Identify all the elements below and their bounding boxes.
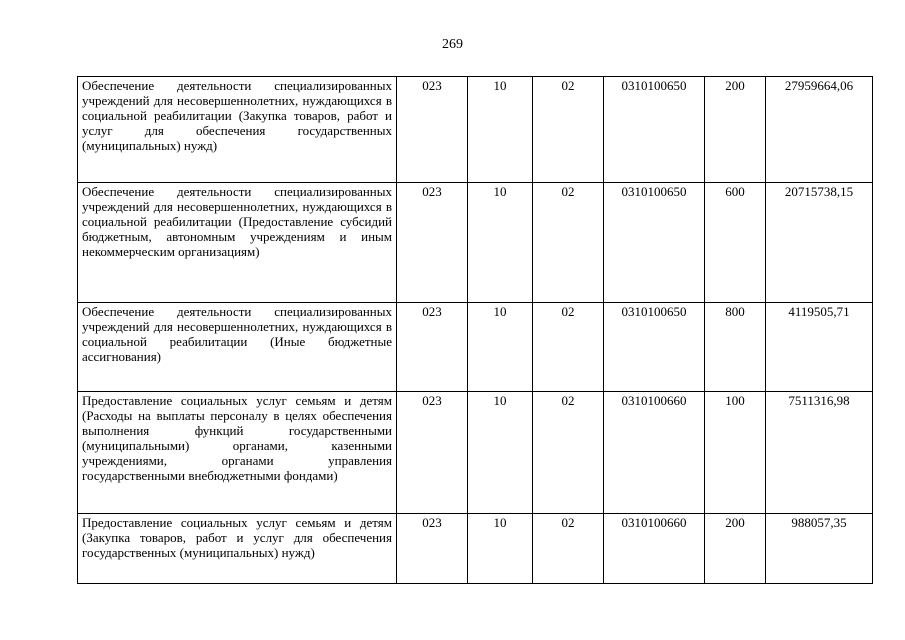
target-article-code: 0310100660 [604,514,705,584]
amount-value: 27959664,06 [766,77,873,183]
table-row [78,514,873,584]
row-description: Обеспечение деятельности специализированных учреждений для несовершеннолетних, нуждающихся в социальной реабилитации (Иные бюджетные ассигнования) [78,303,397,392]
subsection-code: 02 [533,514,604,584]
ministry-code: 023 [397,392,468,514]
section-code: 10 [468,514,533,584]
page-number: 269 [442,37,463,52]
table-row [78,392,873,514]
amount-value: 7511316,98 [766,392,873,514]
amount-value: 4119505,71 [766,303,873,392]
budget-table [77,76,873,584]
row-description: Предоставление социальных услуг семьям и детям (Закупка товаров, работ и услуг для обеспечения государственных (муниципальных) нужд) [78,514,397,584]
expense-type-code: 100 [705,392,766,514]
section-code: 10 [468,183,533,303]
ministry-code: 023 [397,303,468,392]
ministry-code: 023 [397,514,468,584]
target-article-code: 0310100660 [604,392,705,514]
row-description: Предоставление социальных услуг семьям и детям (Расходы на выплаты персоналу в целях обеспечения выполнения функций государственными (муниципальными) органами, казенными учреждениями, органами управления государственными внебюджетными фондами) [78,392,397,514]
expense-type-code: 200 [705,77,766,183]
amount-value: 20715738,15 [766,183,873,303]
ministry-code: 023 [397,77,468,183]
target-article-code: 0310100650 [604,77,705,183]
expense-type-code: 600 [705,183,766,303]
target-article-code: 0310100650 [604,183,705,303]
expense-type-code: 200 [705,514,766,584]
subsection-code: 02 [533,77,604,183]
row-description: Обеспечение деятельности специализированных учреждений для несовершеннолетних, нуждающихся в социальной реабилитации (Закупка товаров, работ и услуг для обеспечения государственных (муниципальных) нужд) [78,77,397,183]
row-description: Обеспечение деятельности специализированных учреждений для несовершеннолетних, нуждающихся в социальной реабилитации (Предоставление субсидий бюджетным, автономным учреждениям и иным некоммерческим организациям) [78,183,397,303]
table-row [78,303,873,392]
subsection-code: 02 [533,392,604,514]
section-code: 10 [468,77,533,183]
subsection-code: 02 [533,183,604,303]
table-row [78,77,873,183]
target-article-code: 0310100650 [604,303,705,392]
section-code: 10 [468,303,533,392]
amount-value: 988057,35 [766,514,873,584]
subsection-code: 02 [533,303,604,392]
expense-type-code: 800 [705,303,766,392]
section-code: 10 [468,392,533,514]
ministry-code: 023 [397,183,468,303]
table-row [78,183,873,303]
